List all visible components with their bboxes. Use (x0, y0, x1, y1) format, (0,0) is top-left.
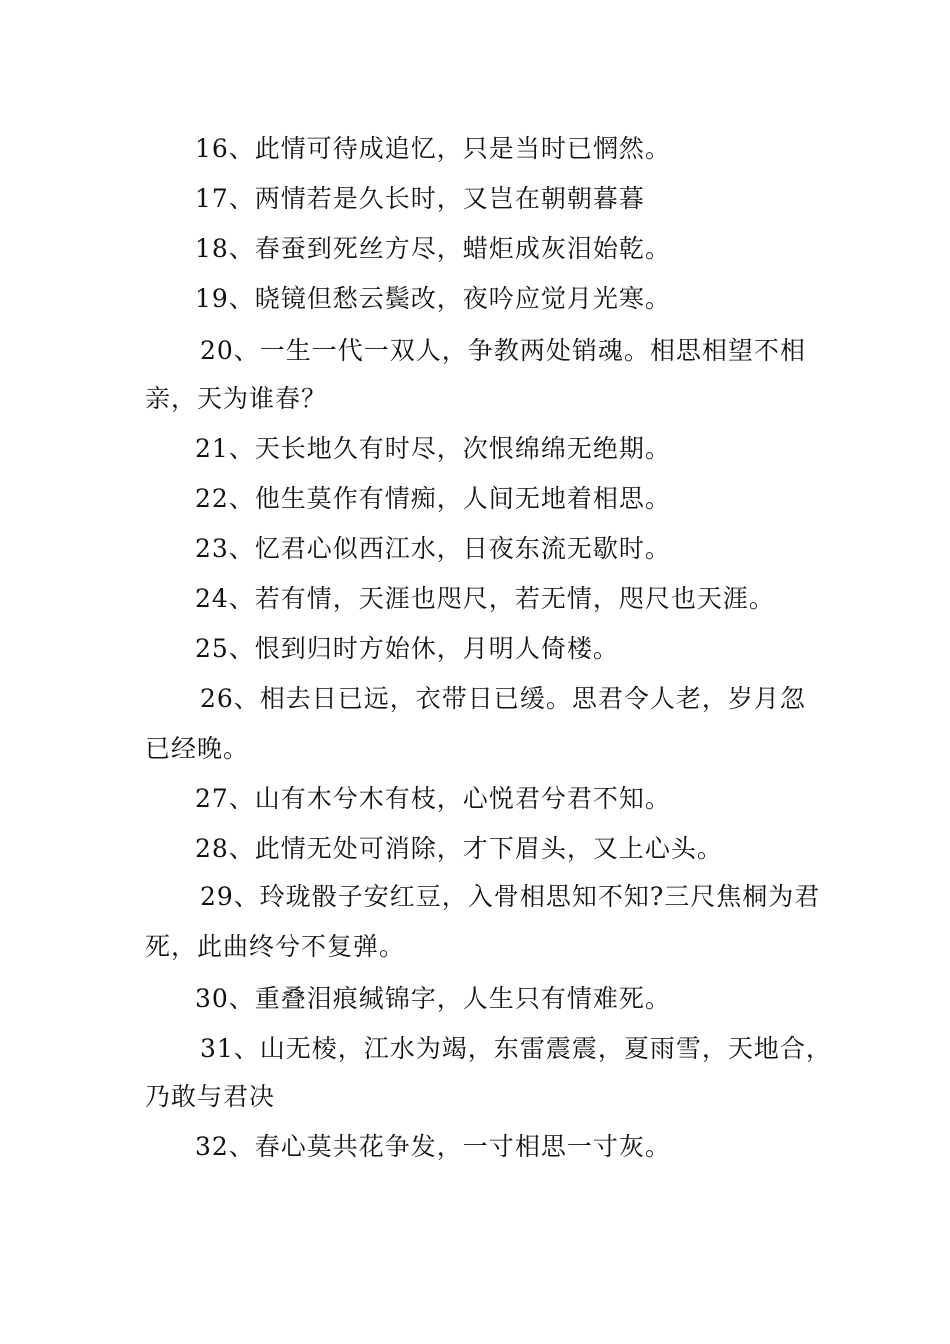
poem-line-20-continued: 亲，天为谁春？ (145, 384, 328, 413)
poem-line-25: 25、恨到归时方始休，月明人倚楼。 (195, 634, 619, 663)
poem-line-27: 27、山有木兮木有枝，心悦君兮君不知。 (195, 784, 671, 813)
poem-line-32: 32、春心莫共花争发，一寸相思一寸灰。 (195, 1132, 671, 1161)
poem-line-24: 24、若有情，天涯也咫尺，若无情，咫尺也天涯。 (195, 584, 775, 613)
poem-line-29: 29、玲珑骰子安红豆，入骨相思知不知?三尺焦桐为君 (200, 882, 821, 911)
poem-line-20: 20、一生一代一双人，争教两处销魂。相思相望不相 (200, 336, 806, 365)
poem-line-28: 28、此情无处可消除，才下眉头，又上心头。 (195, 834, 723, 863)
poem-line-19: 19、晓镜但愁云鬓改，夜吟应觉月光寒。 (195, 284, 671, 313)
poem-line-16: 16、此情可待成追忆，只是当时已惘然。 (195, 134, 671, 163)
poem-line-18: 18、春蚕到死丝方尽，蜡炬成灰泪始乾。 (195, 234, 671, 263)
poem-line-31-continued: 乃敢与君决 (145, 1082, 276, 1111)
poem-line-26: 26、相去日已远，衣带日已缓。思君令人老，岁月忽 (200, 684, 806, 713)
poem-line-23: 23、忆君心似西江水，日夜东流无歇时。 (195, 534, 671, 563)
poem-line-21: 21、天长地久有时尽，次恨绵绵无绝期。 (195, 434, 671, 463)
poem-line-30: 30、重叠泪痕缄锦字，人生只有情难死。 (195, 984, 671, 1013)
poem-line-26-continued: 已经晚。 (145, 734, 250, 763)
poem-line-31: 31、山无棱，江水为竭，东雷震震，夏雨雪，天地合， (200, 1034, 832, 1063)
poem-line-29-continued: 死，此曲终兮不复弹。 (145, 932, 406, 961)
poem-line-17: 17、两情若是久长时，又岂在朝朝暮暮 (195, 184, 645, 213)
poem-line-22: 22、他生莫作有情痴，人间无地着相思。 (195, 484, 671, 513)
